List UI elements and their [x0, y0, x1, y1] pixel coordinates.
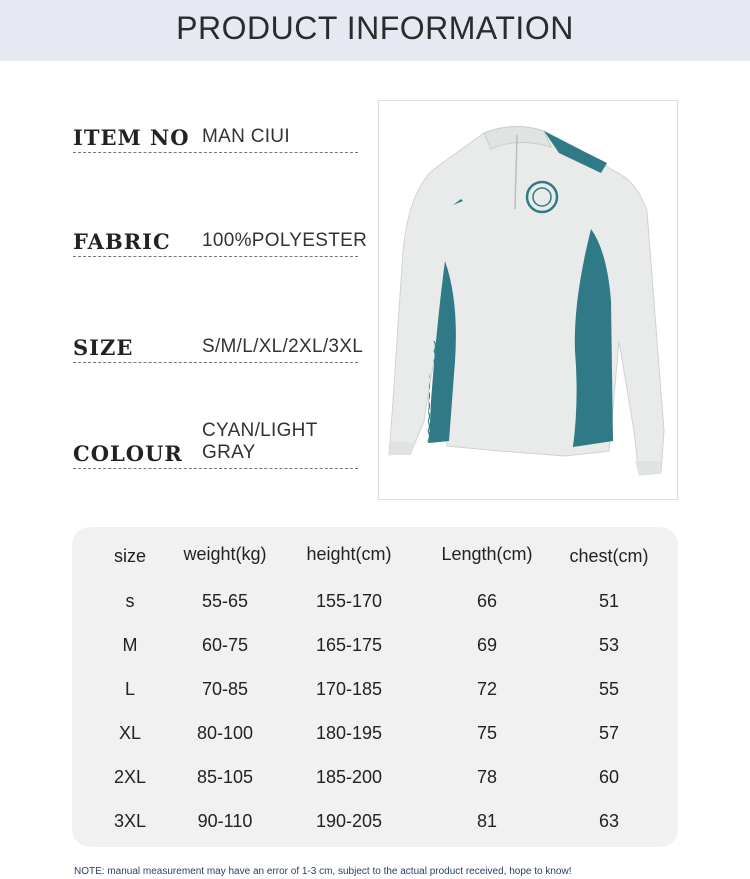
info-label: ITEM NO — [73, 125, 190, 150]
table-cell: 69 — [476, 635, 498, 655]
table-cell: 190-205 — [315, 811, 383, 831]
table-cell: 155-170 — [315, 591, 383, 611]
table-cell: 63 — [598, 811, 620, 831]
table-cell: 55 — [598, 679, 620, 699]
table-cell: 75 — [476, 723, 498, 743]
table-cell: 80-100 — [196, 723, 254, 743]
table-cell: 60-75 — [201, 635, 249, 655]
table-cell: 185-200 — [315, 767, 383, 787]
table-cell: 57 — [598, 723, 620, 743]
info-row-item-no — [73, 112, 358, 153]
header-size: size — [113, 546, 146, 566]
measurement-note: NOTE: manual measurement may have an error of 1-3 cm, subject to the actual product received, hope to know! — [74, 866, 572, 877]
table-cell: 53 — [598, 635, 620, 655]
info-value: 100%POLYESTER — [202, 230, 368, 251]
table-cell: L — [124, 679, 135, 699]
info-value: CYAN/LIGHT GRAY — [202, 420, 318, 463]
table-cell: 2XL — [113, 767, 147, 787]
header-banner — [0, 0, 750, 61]
header-weight: weight(kg) — [183, 544, 267, 564]
header-height: height(cm) — [306, 544, 392, 564]
table-cell: 81 — [476, 811, 498, 831]
table-cell: 78 — [476, 767, 498, 787]
table-cell: s — [125, 591, 135, 611]
info-value: S/M/L/XL/2XL/3XL — [202, 336, 364, 357]
table-cell: 165-175 — [315, 635, 383, 655]
table-cell: 66 — [476, 591, 498, 611]
table-cell: 180-195 — [315, 723, 383, 743]
table-cell: 85-105 — [196, 767, 254, 787]
header-chest: chest(cm) — [569, 546, 649, 566]
header-length: Length(cm) — [441, 544, 533, 564]
info-row-size — [73, 322, 364, 363]
info-label: SIZE — [73, 335, 134, 360]
table-cell: XL — [118, 723, 142, 743]
table-cell: 70-85 — [201, 679, 249, 699]
table-cell: 60 — [598, 767, 620, 787]
info-row-fabric — [73, 216, 368, 257]
table-cell: 51 — [598, 591, 620, 611]
page-title: PRODUCT INFORMATION — [176, 10, 574, 46]
table-cell: 90-110 — [197, 811, 253, 831]
table-cell: 170-185 — [315, 679, 383, 699]
info-value: MAN CIUI — [202, 126, 290, 147]
table-cell: 72 — [476, 679, 498, 699]
table-cell: 55-65 — [201, 591, 249, 611]
jersey-image — [379, 101, 677, 499]
info-label: COLOUR — [73, 441, 183, 466]
info-row-colour — [73, 420, 358, 469]
table-cell: M — [122, 635, 138, 655]
product-image-frame — [378, 100, 678, 500]
table-cell: 3XL — [113, 811, 147, 831]
info-label: FABRIC — [73, 229, 171, 254]
